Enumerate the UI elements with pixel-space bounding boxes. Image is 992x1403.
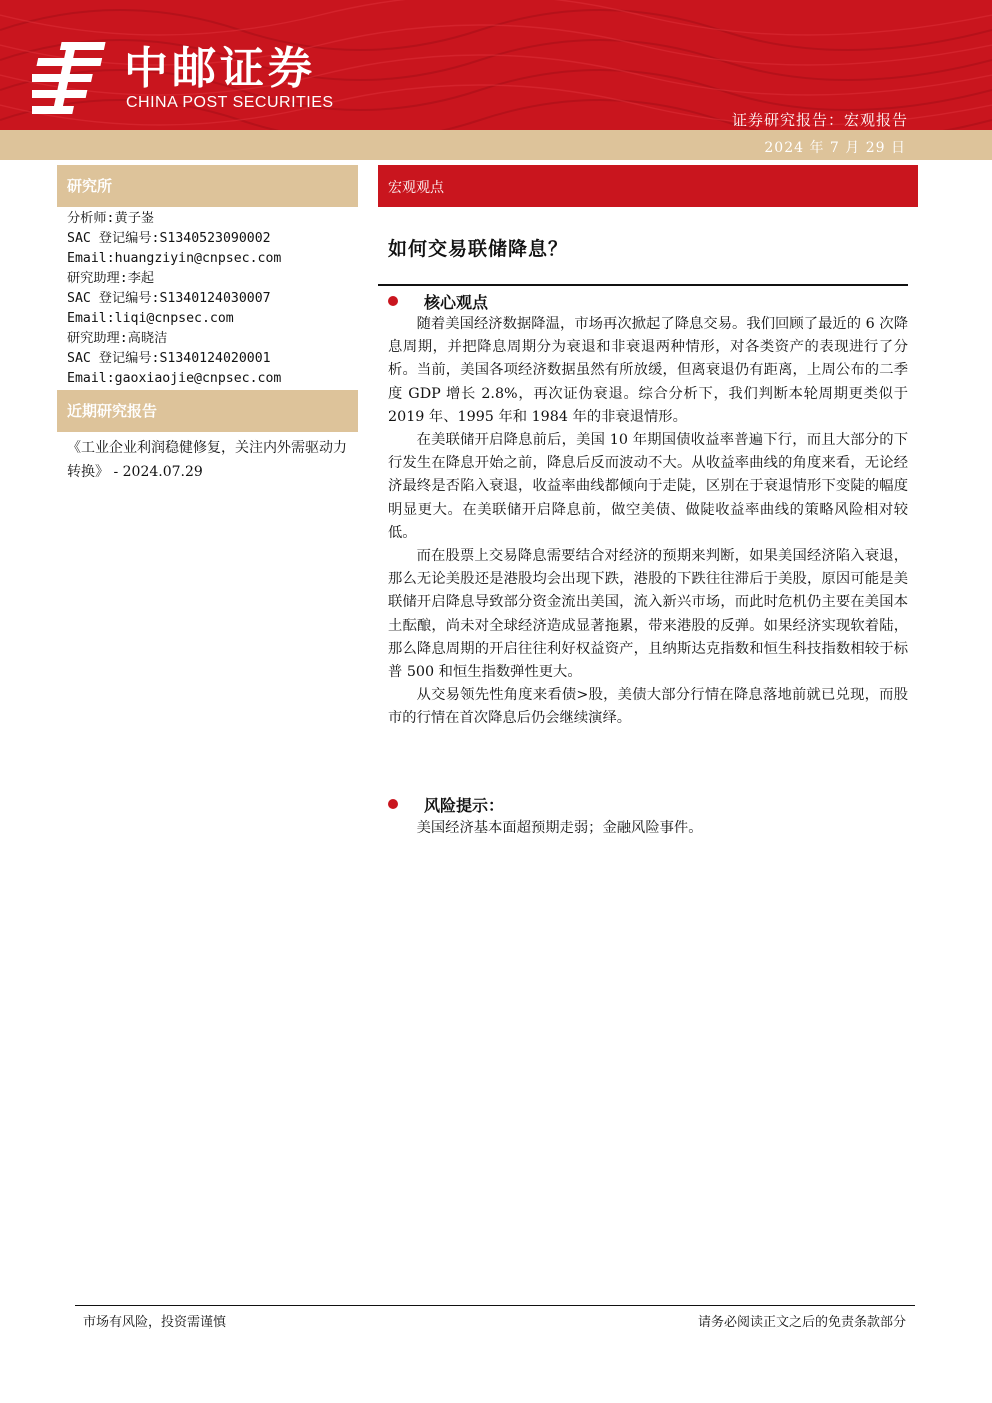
- title-divider: [378, 284, 908, 286]
- analyst-line: 研究助理:高晓洁: [67, 331, 168, 346]
- category-label: 宏观观点: [388, 180, 444, 196]
- analyst-email-link[interactable]: Email:gaoxiaojie@cnpsec.com: [67, 371, 282, 386]
- analyst-email-link[interactable]: Email:liqi@cnpsec.com: [67, 311, 234, 326]
- recent-report-link[interactable]: 《工业企业利润稳健修复，关注内外需驱动力转换》 - 2024.07.29: [67, 440, 347, 480]
- core-body: [388, 313, 908, 731]
- report-title: 如何交易联储降息？: [388, 238, 569, 260]
- footer-left: 市场有风险，投资需谨慎: [83, 1315, 227, 1330]
- header-banner: [0, 0, 992, 130]
- paragraph: 随着美国经济数据降温，市场再次掀起了降息交易。我们回顾了最近的 6 次降息周期，并把降息周期分为衰退和非衰退两种情形，对各类资产的表现进行了分析。当前，美国各项经济数据虽然有所放缓，但离衰退仍有距离，上周公布的二季度 GDP 增长 2.8%，再次证伪衰退。综合分析下，我们判断本轮周期更类似于 2019 年、1995 年和 1984 年的非衰退情形。: [388, 316, 908, 425]
- risk-heading: 风险提示：: [424, 796, 505, 815]
- china-post-logo-icon: [32, 40, 114, 120]
- report-date: 2024 年 7 月 29 日: [764, 140, 906, 156]
- category-bar: [378, 165, 918, 207]
- analyst-email-link[interactable]: Email:huangziyin@cnpsec.com: [67, 251, 282, 266]
- analyst-line: SAC 登记编号:S1340124030007: [67, 291, 271, 306]
- analyst-line: 研究助理:李起: [67, 271, 155, 286]
- paragraph: 而在股票上交易降息需要结合对经济的预期来判断，如果美国经济陷入衰退，那么无论美股还是港股均会出现下跌，港股的下跌往往滞后于美股，原因可能是美联储开启降息导致部分资金流出美国，流入新兴市场，而此时危机仍主要在美国本土酝酿，尚未对全球经济造成显著拖累，带来港股的反弹。如果经济实现软着陆，那么降息周期的开启往往利好权益资产，且纳斯达克指数和恒生科技指数相较于标普 500 和恒生指数弹性更大。: [388, 548, 908, 681]
- footer-divider: [75, 1305, 915, 1306]
- bullet-icon: [388, 799, 398, 809]
- institute-heading: 研究所: [57, 165, 358, 207]
- bullet-icon: [388, 296, 398, 306]
- recent-reports-heading: 近期研究报告: [57, 390, 358, 432]
- analyst-line: SAC 登记编号:S1340124020001: [67, 351, 271, 366]
- report-type: 证券研究报告：宏观报告: [731, 111, 908, 129]
- paragraph: 在美联储开启降息前后，美国 10 年期国债收益率普遍下行，而且大部分的下行发生在降息开始之前，降息后反而波动不大。从收益率曲线的角度来看，无论经济最终是否陷入衰退，收益率曲线都倾向于走陡，区别在于衰退情形下变陡的幅度明显更大。在美联储开启降息前，做空美债、做陡收益率曲线的策略风险相对较低。: [388, 432, 908, 541]
- analyst-line: 分析师:黄子崟: [67, 211, 155, 226]
- footer-right: 请务必阅读正文之后的免责条款部分: [697, 1315, 906, 1330]
- paragraph: 从交易领先性角度来看债>股，美债大部分行情在降息落地前就已兑现，而股市的行情在首次降息后仍会继续演绎。: [388, 687, 908, 727]
- brand-name-en: CHINA POST SECURITIES: [126, 94, 334, 111]
- analyst-line: SAC 登记编号:S1340523090002: [67, 231, 271, 246]
- core-heading: 核心观点: [424, 293, 489, 312]
- analyst-list: [67, 209, 281, 389]
- brand-name-cn: 中邮证券: [124, 43, 316, 94]
- risk-text: 美国经济基本面超预期走弱；金融风险事件。: [416, 820, 703, 836]
